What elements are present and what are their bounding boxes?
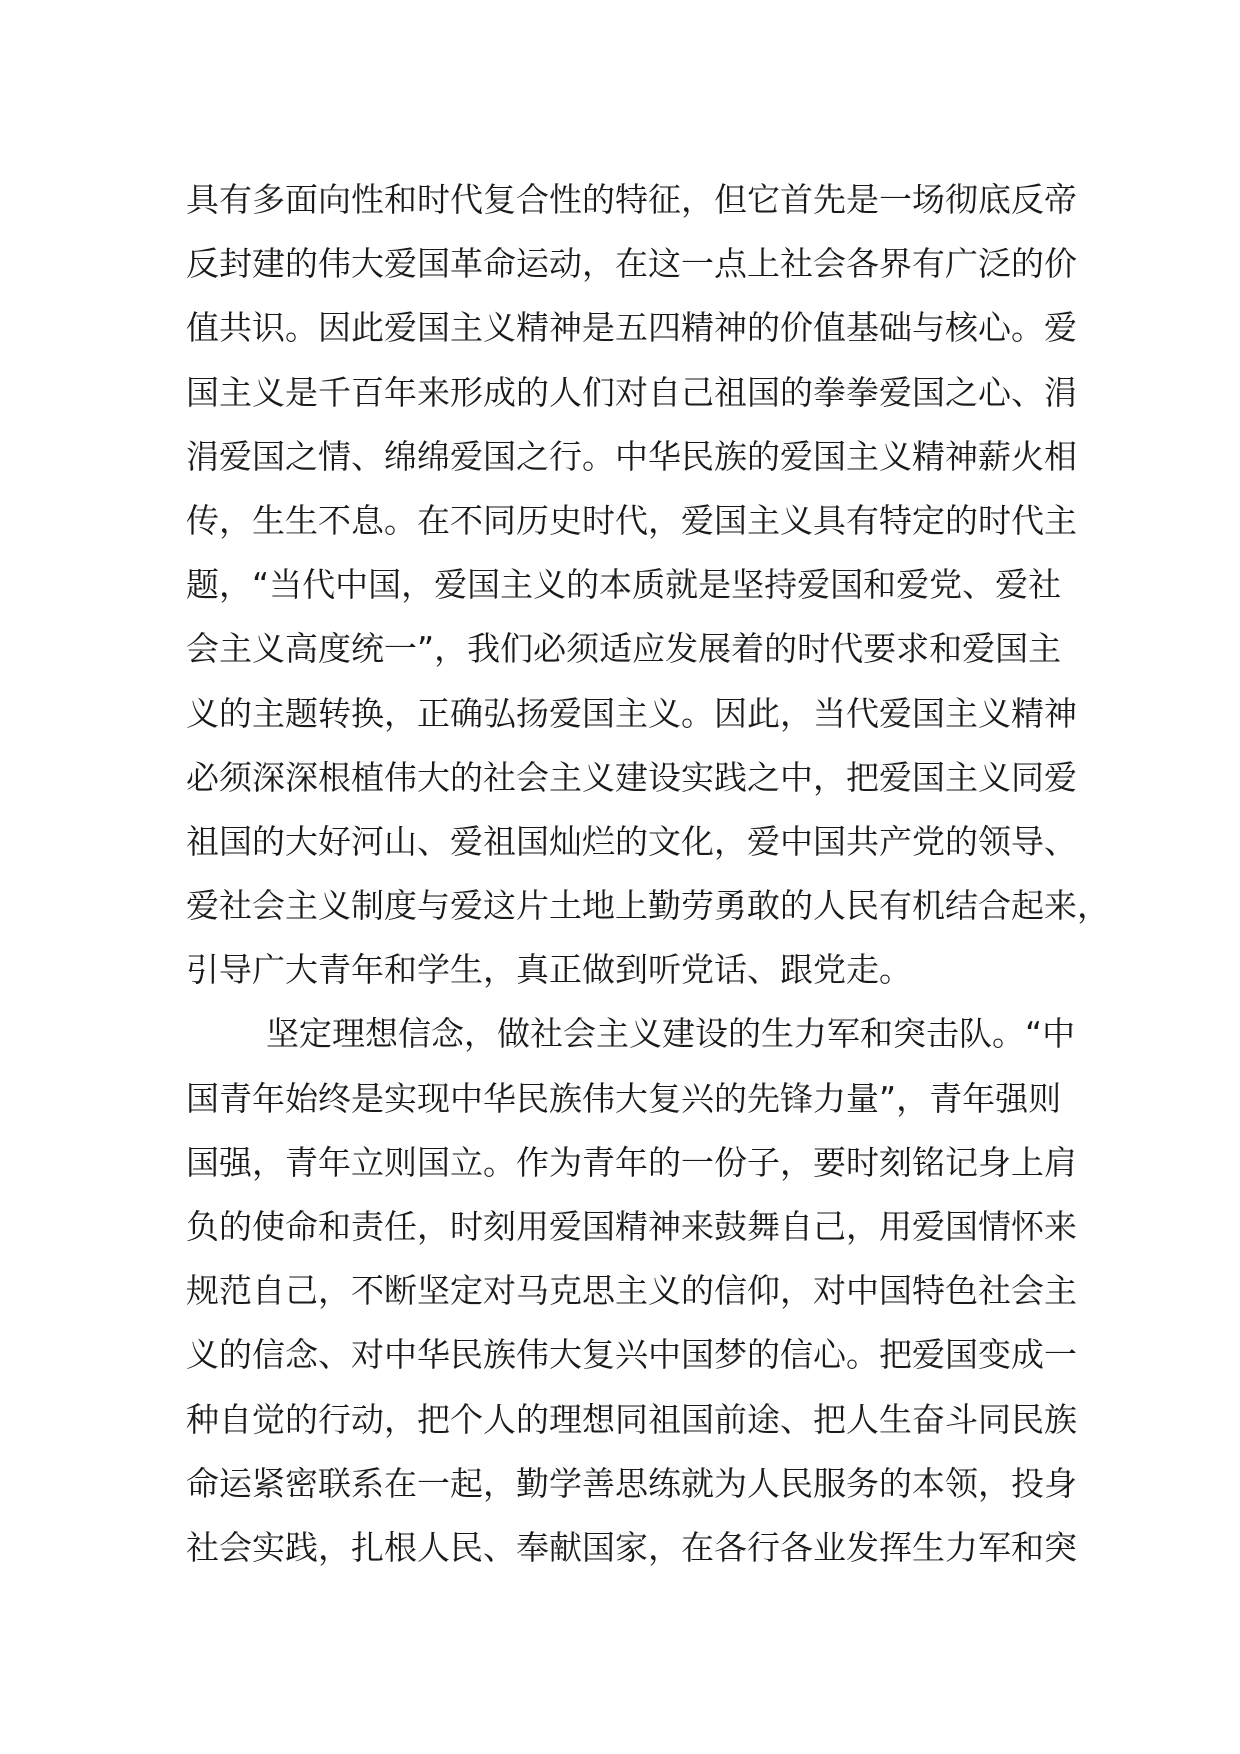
text-line: 国强，青年立则国立。作为青年的一份子，要时刻铭记身上肩 <box>186 1142 1077 1182</box>
text-line: 具有多面向性和时代复合性的特征，但它首先是一场彻底反帝 <box>186 180 1077 219</box>
paragraph-start-line: 坚定理想信念，做社会主义建设的生力军和突击队。“中 <box>266 1014 1076 1054</box>
body-text <box>186 168 1110 1580</box>
text-line: 涓爱国之情、绵绵爱国之行。中华民族的爱国主义精神薪火相 <box>186 436 1077 476</box>
text-line: 规范自己，不断坚定对马克思主义的信仰，对中国特色社会主 <box>186 1271 1077 1311</box>
text-line: 国主义是千百年来形成的人们对自己祖国的拳拳爱国之心、涓 <box>186 372 1077 412</box>
text-line: 国青年始终是实现中华民族伟大复兴的先锋力量”，青年强则 <box>186 1078 1062 1118</box>
text-line: 题，“当代中国，爱国主义的本质就是坚持爱国和爱党、爱社 <box>186 565 1062 605</box>
text-line: 义的信念、对中华民族伟大复兴中国梦的信心。把爱国变成一 <box>186 1335 1077 1375</box>
text-line: 反封建的伟大爱国革命运动，在这一点上社会各界有广泛的价 <box>186 244 1077 284</box>
text-line: 社会实践，扎根人民、奉献国家，在各行各业发挥生力军和突 <box>186 1527 1077 1567</box>
text-line: 值共识。因此爱国主义精神是五四精神的价值基础与核心。爱 <box>186 308 1077 348</box>
text-line: 传，生生不息。在不同历史时代，爱国主义具有特定的时代主 <box>186 500 1077 540</box>
text-line: 负的使命和责任，时刻用爱国精神来鼓舞自己，用爱国情怀来 <box>186 1207 1077 1246</box>
text-line: 会主义高度统一”，我们必须适应发展着的时代要求和爱国主 <box>186 629 1062 669</box>
text-line: 必须深深根植伟大的社会主义建设实践之中，把爱国主义同爱 <box>186 757 1077 797</box>
text-line: 命运紧密联系在一起，勤学善思练就为人民服务的本领，投身 <box>186 1463 1077 1503</box>
text-line: 爱社会主义制度与爱这片土地上勤劳勇敢的人民有机结合起来， <box>186 886 1110 926</box>
text-line: 义的主题转换，正确弘扬爱国主义。因此，当代爱国主义精神 <box>186 693 1077 733</box>
text-line: 引导广大青年和学生，真正做到听党话、跟党走。 <box>186 950 912 990</box>
text-line: 祖国的大好河山、爱祖国灿烂的文化，爱中国共产党的领导、 <box>186 821 1077 861</box>
text-line: 种自觉的行动，把个人的理想同祖国前途、把人生奋斗同民族 <box>186 1399 1077 1439</box>
